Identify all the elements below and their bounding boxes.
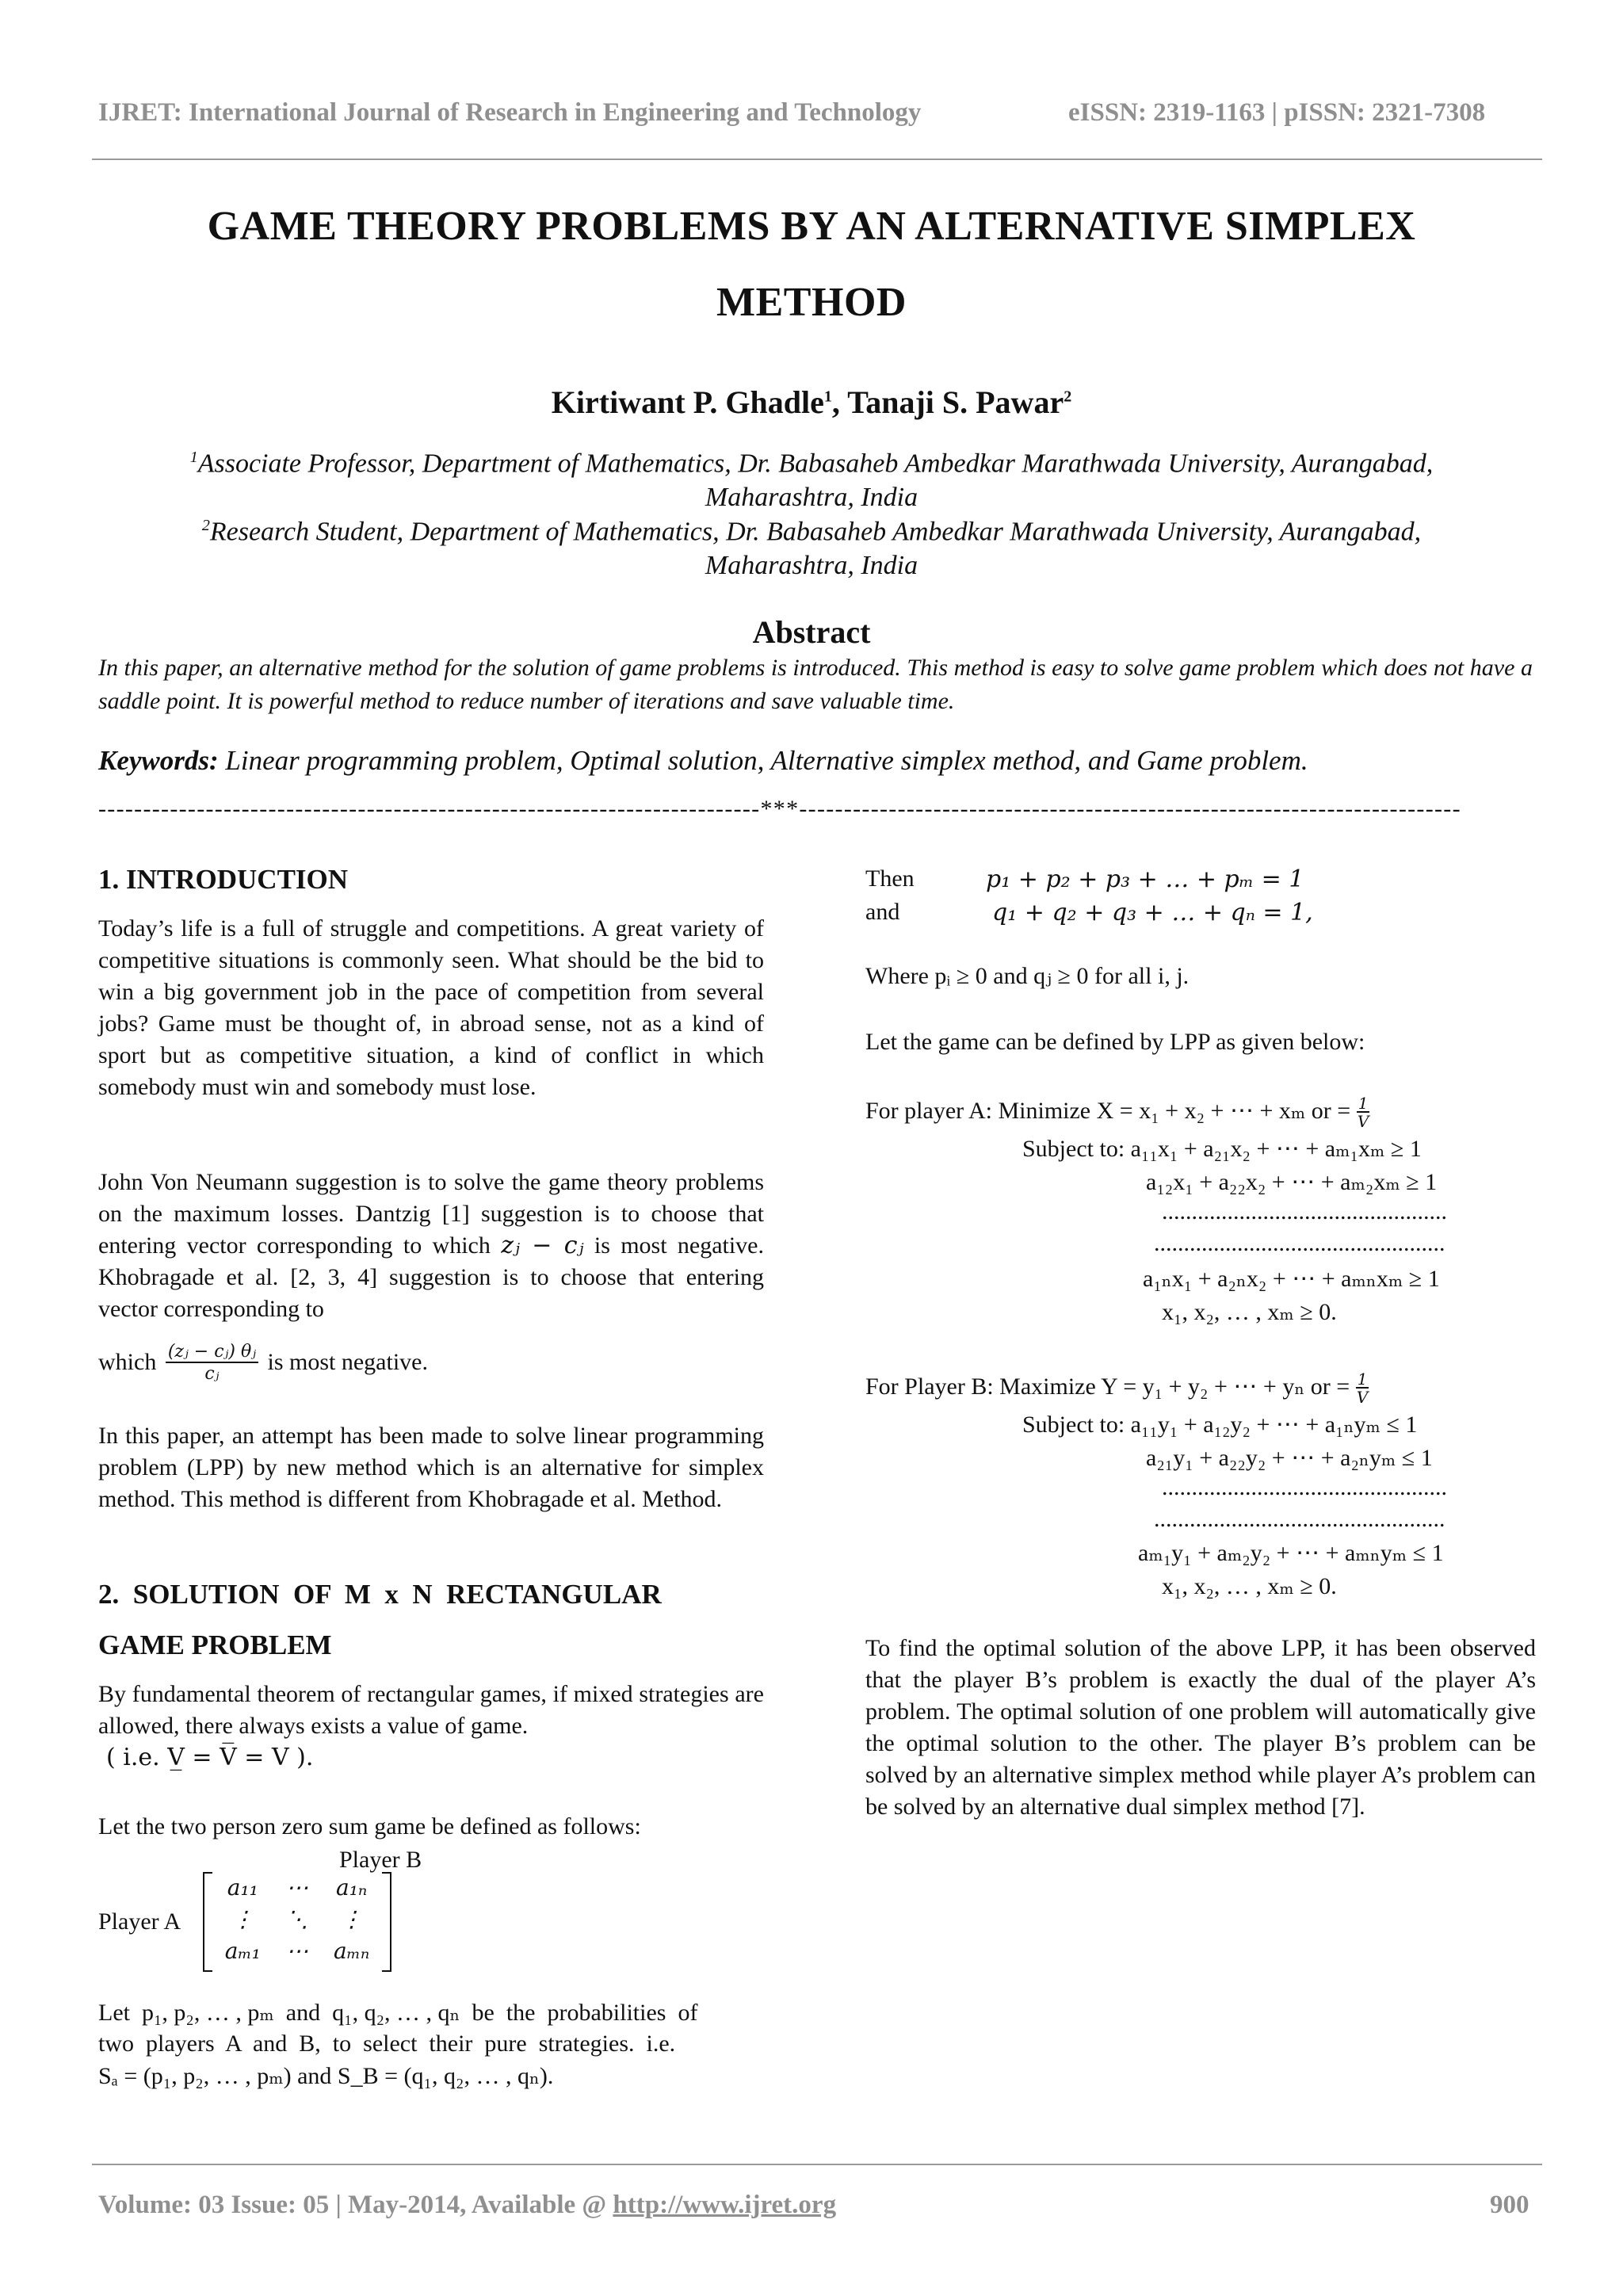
author-1-sup: 1 xyxy=(823,388,832,406)
intro-paragraph-3: In this paper, an attempt has been made to solve linear programming problem (LPP) by new method which is an alternative for simplex method. This method is different from Khobragade et al. Method. xyxy=(98,1423,764,1512)
player-b-constraint-2: a₂₁y₁ + a₂₂y₂ + ⋯ + a₂ₙyₘ ≤ 1 xyxy=(1146,1445,1433,1471)
matrix-cell: aₘ₁ xyxy=(224,1938,261,1964)
player-b-dots-1: ................................................ xyxy=(1162,1474,1447,1500)
matrix-cell: ⋯ xyxy=(285,1938,308,1964)
matrix-cell: ⋱ xyxy=(285,1906,308,1932)
section-2-heading-line2: GAME PROBLEM xyxy=(98,1629,332,1660)
player-b-fraction xyxy=(1356,1371,1369,1406)
ratio-sentence xyxy=(98,1343,428,1385)
probabilities-line-2: two players A and B, to select their pure strategies. i.e. xyxy=(98,2030,676,2057)
affiliation-1-sup: 1 xyxy=(189,449,198,466)
affiliation-1 xyxy=(0,441,1623,514)
and-label: and xyxy=(865,899,900,925)
matrix-cells xyxy=(216,1872,379,1967)
value-of-game-ie: ( i.e. V̲ = V̅ = V ). xyxy=(106,1744,314,1771)
keywords-label: Keywords: xyxy=(98,745,219,776)
player-a-fraction xyxy=(1357,1095,1370,1130)
player-b-frac-den: V xyxy=(1356,1388,1369,1407)
player-b-dots-2: ................................................. xyxy=(1154,1506,1445,1532)
player-a-constraint-n: a₁ₙx₁ + a₂ₙx₂ + ⋯ + aₘₙxₘ ≥ 1 xyxy=(1143,1266,1440,1292)
section-separator: --------------------------------------------------------------------------***-------------------------------------------------------------------------- xyxy=(98,796,1461,822)
intro-paragraph-2 xyxy=(98,1167,764,1325)
then-label: Then xyxy=(865,865,915,892)
footer-rule xyxy=(92,2164,1542,2165)
intro-paragraph-2a: John Von Neumann suggestion is to solve the game theory problems on the maximum losses. Dantzig [1] suggestion is to choose that entering vector corresponding to which xyxy=(98,1169,764,1259)
journal-name: IJRET: International Journal of Research in Engineering and Technology xyxy=(98,98,922,127)
keywords-text: Linear programming problem, Optimal solution, Alternative simplex method, and Game problem. xyxy=(218,745,1308,776)
section-1-heading: 1. INTRODUCTION xyxy=(98,864,349,895)
author-sep: , xyxy=(831,384,848,420)
affiliation-2-line2: Maharashtra, India xyxy=(705,551,918,581)
probabilities-line-3: Sₐ = (p₁, p₂, … , pₘ) and S_B = (q₁, q₂, … , qₙ). xyxy=(98,2063,554,2089)
player-b-frac-num: 1 xyxy=(1357,1370,1368,1389)
section-2-heading-line1: 2. SOLUTION OF M x N RECTANGULAR xyxy=(98,1579,662,1610)
player-b-label: Player B xyxy=(339,1847,422,1873)
player-b-constraint-1: Subject to: a₁₁y₁ + a₁₂y₂ + ⋯ + a₁ₙyₘ ≤ 1 xyxy=(1022,1412,1418,1438)
abstract-text: In this paper, an alternative method for the solution of game problems is introduced. This method is easy to solve game problem which does not have a saddle point. It is powerful method to reduce number of iterations and save valuable time. xyxy=(98,655,1533,714)
which-word: which xyxy=(98,1348,157,1375)
keywords xyxy=(98,745,1308,777)
matrix-cell: aₘₙ xyxy=(334,1938,370,1964)
affiliation-2 xyxy=(0,509,1623,583)
matrix-cell: a₁ₙ xyxy=(336,1874,368,1901)
affiliation-2-line1: Research Student, Department of Mathematics, Dr. Babasaheb Ambedkar Marathwada University, Aurangabad, xyxy=(209,517,1422,547)
ratio-denominator: cⱼ xyxy=(204,1364,220,1384)
player-b-nonneg: x₁, x₂, … , xₘ ≥ 0. xyxy=(1162,1573,1337,1599)
affiliation-2-sup: 2 xyxy=(201,517,210,534)
matrix-cell: a₁₁ xyxy=(227,1874,258,1901)
author-2-sup: 2 xyxy=(1064,388,1072,406)
player-a-dots-2: ................................................. xyxy=(1154,1230,1445,1256)
author-1: Kirtiwant P. Ghadle xyxy=(551,384,824,420)
matrix-cell: ⋮ xyxy=(340,1906,363,1932)
page-number: 900 xyxy=(1490,2191,1529,2219)
payoff-matrix xyxy=(203,1872,391,1970)
ratio-tail: is most negative. xyxy=(262,1348,428,1375)
z-minus-c-expression: zⱼ − cⱼ xyxy=(501,1232,584,1259)
probabilities-line-1: Let p₁, p₂, … , pₘ and q₁, q₂, … , qₙ be the probabilities of xyxy=(98,2000,698,2026)
author-2: Tanaji S. Pawar xyxy=(847,384,1064,420)
intro-paragraph-1: Today’s life is a full of struggle and competitions. A great variety of competitive situations is commonly seen. What should be the bid to win a big government job in the pace of competition from several jobs? Game must be thought of, in abroad sense, not as a kind of sport but as competitive situation, a kind of conflict in which somebody must win and somebody must lose. xyxy=(98,915,764,1100)
footer-prefix: Volume: 03 Issue: 05 | May-2014, Available @ xyxy=(98,2191,613,2219)
player-a-constraint-2: a₁₂x₁ + a₂₂x₂ + ⋯ + aₘ₂xₘ ≥ 1 xyxy=(1146,1169,1438,1195)
affiliation-1-line1: Associate Professor, Department of Mathematics, Dr. Babasaheb Ambedkar Marathwada University, Aurangabad, xyxy=(197,449,1434,479)
matrix-cell: ⋮ xyxy=(231,1906,254,1932)
player-a-dots-1: ................................................ xyxy=(1162,1198,1447,1224)
player-b-objective-text: For Player B: Maximize Y = y₁ + y₂ + ⋯ + yₙ or = xyxy=(865,1373,1350,1400)
game-definition-intro: Let the two person zero sum game be defined as follows: xyxy=(98,1813,641,1839)
header-rule xyxy=(92,159,1542,160)
player-a-nonneg: x₁, x₂, … , xₘ ≥ 0. xyxy=(1162,1299,1337,1325)
intro-paragraph-2b: is most negative. Khobragade et al. [2, 3, 4] suggestion is to choose that entering vector corresponding to xyxy=(98,1232,764,1322)
player-a-objective xyxy=(865,1095,1369,1130)
p-sum-equation: p₁ + p₂ + p₃ + … + pₘ = 1 xyxy=(986,865,1304,893)
paper-title-line1: GAME THEORY PROBLEMS BY AN ALTERNATIVE SIMPLEX xyxy=(207,204,1416,249)
player-a-label: Player A xyxy=(98,1908,181,1935)
abstract-heading: Abstract xyxy=(752,614,871,650)
player-a-constraint-1: Subject to: a₁₁x₁ + a₂₁x₂ + ⋯ + aₘ₁xₘ ≥ 1 xyxy=(1022,1136,1422,1162)
player-a-frac-num: 1 xyxy=(1358,1094,1369,1113)
matrix-left-bracket xyxy=(203,1872,212,1972)
ratio-fraction xyxy=(166,1343,258,1385)
journal-url-link[interactable]: http://www.ijret.org xyxy=(613,2191,837,2219)
q-sum-equation: q₁ + q₂ + q₃ + … + qₙ = 1, xyxy=(992,899,1313,926)
player-b-constraint-n: aₘ₁y₁ + aₘ₂y₂ + ⋯ + aₘₙyₘ ≤ 1 xyxy=(1138,1540,1444,1566)
matrix-cell: ⋯ xyxy=(285,1874,308,1901)
nonnegativity-condition: Where pᵢ ≥ 0 and qⱼ ≥ 0 for all i, j. xyxy=(865,963,1190,989)
theorem-paragraph: By fundamental theorem of rectangular games, if mixed strategies are allowed, there always exists a value of game. xyxy=(98,1681,764,1739)
footer-volume xyxy=(98,2191,836,2220)
player-a-objective-text: For player A: Minimize X = x₁ + x₂ + ⋯ + xₘ or = xyxy=(865,1097,1351,1124)
affiliation-1-line2: Maharashtra, India xyxy=(705,483,918,513)
lpp-intro: Let the game can be defined by LPP as given below: xyxy=(865,1029,1365,1055)
matrix-right-bracket xyxy=(382,1872,391,1972)
duality-paragraph: To find the optimal solution of the above LPP, it has been observed that the player B’s problem is exactly the dual of the player A’s problem. The optimal solution of one problem will automatically give the optimal solution to the other. The player B’s problem can be solved by an alternative simplex method while player A’s problem can be solved by an alternative dual simplex method [7]. xyxy=(865,1635,1536,1820)
player-b-objective xyxy=(865,1371,1369,1406)
issn-info: eISSN: 2319-1163 | pISSN: 2321-7308 xyxy=(1068,98,1486,127)
ratio-numerator: (zⱼ − cⱼ) θⱼ xyxy=(166,1343,258,1363)
paper-title-line2: METHOD xyxy=(716,280,907,325)
author-list xyxy=(0,384,1623,421)
player-a-frac-den: V xyxy=(1357,1112,1369,1131)
